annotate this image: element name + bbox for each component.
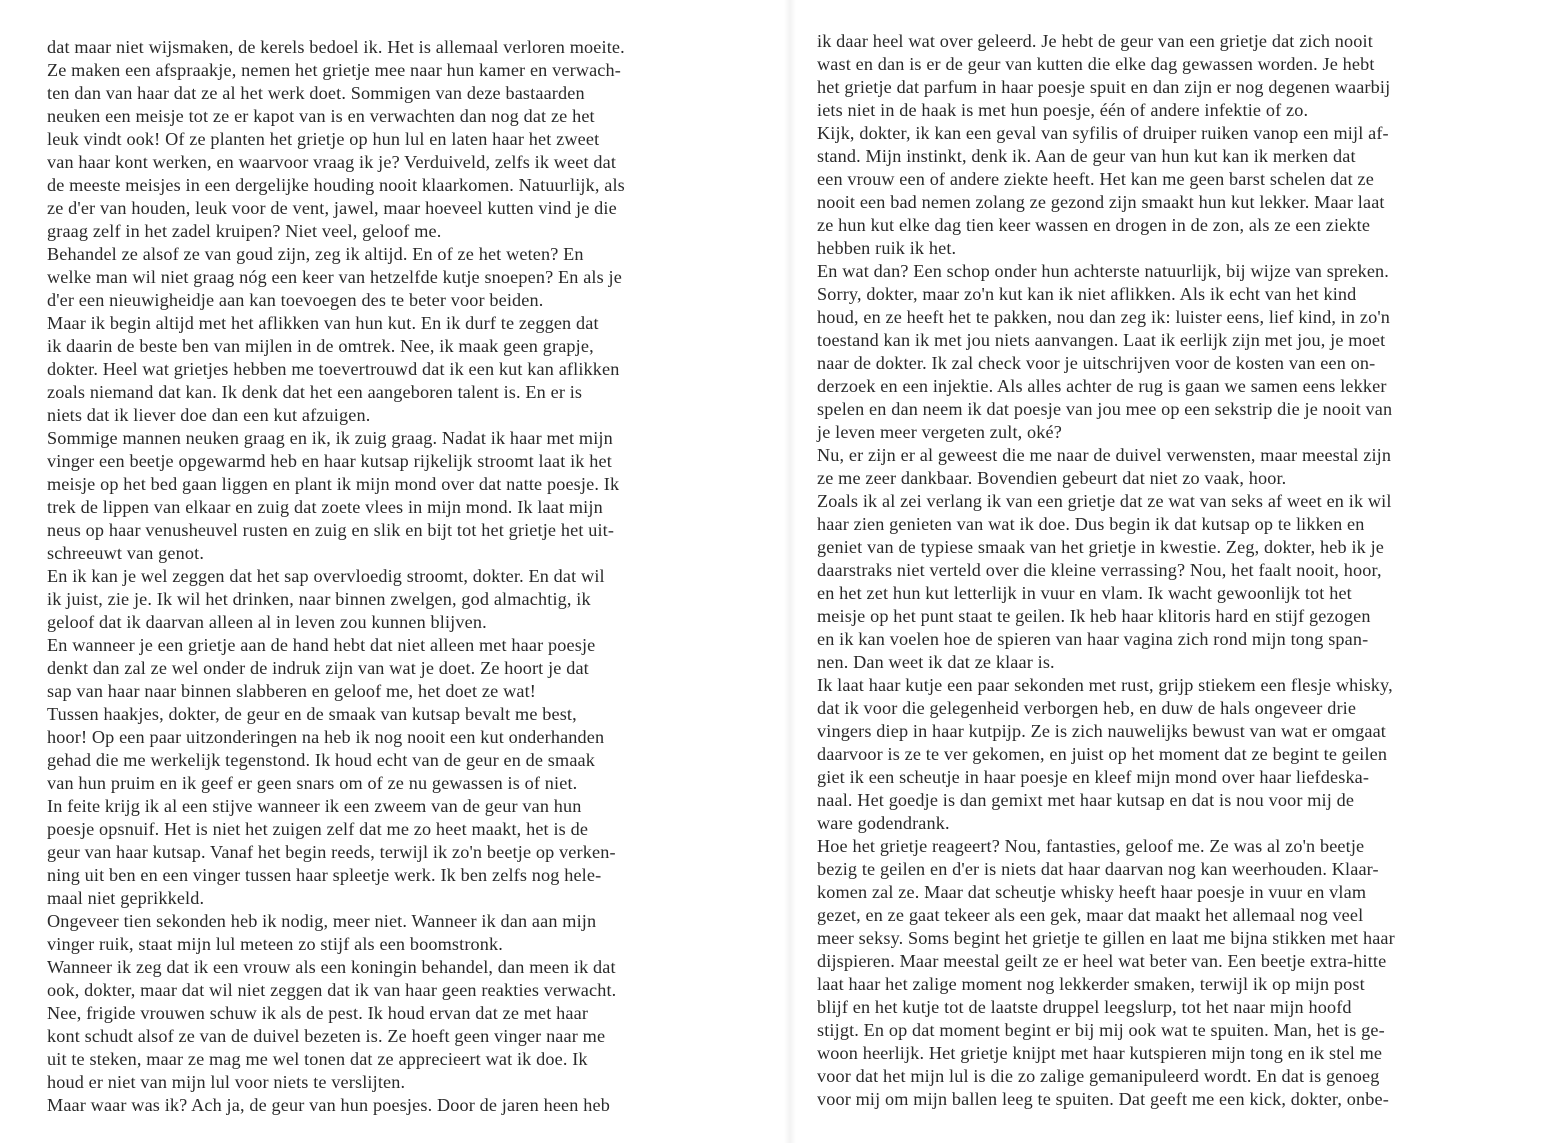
text-line: En ik kan je wel zeggen dat het sap overvloedig stroomt, dokter. En dat wil xyxy=(47,566,605,586)
text-line: daarstraks niet verteld over die kleine verrassing? Nou, het faalt nooit, hoor, xyxy=(817,560,1382,580)
text-line: dokter. Heel wat grietjes hebben me toevertrouwd dat ik een kut kan aflikken xyxy=(47,359,620,379)
text-line: uit te steken, maar ze mag me wel tonen dat ze apprecieert wat ik doe. Ik xyxy=(47,1049,588,1069)
text-line: meisje op het punt staat te geilen. Ik heb haar klitoris hard en stijf gezogen xyxy=(817,606,1371,626)
text-line: naal. Het goedje is dan gemixt met haar kutsap en dat is nou voor mij de xyxy=(817,790,1355,810)
text-line: bezig te geilen en d'er is niets dat haar daarvan nog kan weerhouden. Klaar- xyxy=(817,859,1379,879)
text-line: trek de lippen van elkaar en zuig dat zoete vlees in mijn mond. Ik laat mijn xyxy=(47,497,603,517)
text-line: hebben ruik ik het. xyxy=(817,238,957,258)
text-line: van haar kont werken, en waarvoor vraag ik je? Verduiveld, zelfs ik weet dat xyxy=(47,152,617,172)
text-line: houd er niet van mijn lul voor niets te verslijten. xyxy=(47,1072,406,1092)
text-line: stijgt. En op dat moment begint er bij mij ook wat te spuiten. Man, het is ge- xyxy=(817,1020,1385,1040)
text-line: stand. Mijn instinkt, denk ik. Aan de geur van hun kut kan ik merken dat xyxy=(817,146,1356,166)
text-line: naar de dokter. Ik zal check voor je uitschrijven voor de kosten van een on- xyxy=(817,353,1376,373)
text-line: wast en dan is er de geur van kutten die elke dag gewassen worden. Je hebt xyxy=(817,54,1375,74)
text-line: Ze maken een afspraakje, nemen het grietje mee naar hun kamer en verwach- xyxy=(47,60,621,80)
text-line: Wanneer ik zeg dat ik een vrouw als een koningin behandel, dan meen ik dat xyxy=(47,957,616,977)
text-line: Sorry, dokter, maar zo'n kut kan ik niet aflikken. Als ik echt van het kind xyxy=(817,284,1357,304)
text-line: Tussen haakjes, dokter, de geur en de smaak van kutsap bevalt me best, xyxy=(47,704,577,724)
text-line: ze me zeer dankbaar. Bovendien gebeurt dat niet zo vaak, hoor. xyxy=(817,468,1287,488)
text-line: dijspieren. Maar meestal geilt ze er heel wat beter van. Een beetje extra-hitte xyxy=(817,951,1387,971)
text-line: Hoe het grietje reageert? Nou, fantasties, geloof me. Ze was al zo'n beetje xyxy=(817,836,1365,856)
text-line: de meeste meisjes in een dergelijke houding nooit klaarkomen. Natuurlijk, als xyxy=(47,175,625,195)
text-line: dat maar niet wijsmaken, de kerels bedoel ik. Het is allemaal verloren moeite. xyxy=(47,37,625,57)
text-line: Maar waar was ik? Ach ja, de geur van hun poesjes. Door de jaren heen heb xyxy=(47,1095,610,1115)
text-line: maal niet geprikkeld. xyxy=(47,888,205,908)
text-line: ware godendrank. xyxy=(817,813,950,833)
text-line: neuken een meisje tot ze er kapot van is en verwachten dan nog dat ze het xyxy=(47,106,595,126)
text-line: toestand kan ik met jou niets aanvangen. Laat ik eerlijk zijn met jou, je moet xyxy=(817,330,1386,350)
text-line: geniet van de typiese smaak van het grietje in kwestie. Zeg, dokter, heb ik je xyxy=(817,537,1385,557)
text-line: houd, en ze heeft het te pakken, nou dan zeg ik: luister eens, lief kind, in zo'n xyxy=(817,307,1390,327)
text-line: een vrouw een of andere ziekte heeft. Het kan me geen barst schelen dat ze xyxy=(817,169,1374,189)
text-line: Behandel ze alsof ze van goud zijn, zeg ik altijd. En of ze het weten? En xyxy=(47,244,584,264)
text-line: En wanneer je een grietje aan de hand hebt dat niet alleen met haar poesje xyxy=(47,635,596,655)
text-line: en ik kan voelen hoe de spieren van haar vagina zich rond mijn tong span- xyxy=(817,629,1369,649)
text-line: ze hun kut elke dag tien keer wassen en drogen in de zon, als ze een ziekte xyxy=(817,215,1371,235)
text-line: Nu, er zijn er al geweest die me naar de duivel verwensten, maar meestal zijn xyxy=(817,445,1392,465)
text-line: gezet, en ze gaat tekeer als een gek, maar dat maakt het allemaal nog veel xyxy=(817,905,1364,925)
text-line: sap van haar naar binnen slabberen en geloof me, het doet ze wat! xyxy=(47,681,536,701)
text-line: Nee, frigide vrouwen schuw ik als de pest. Ik houd ervan dat ze met haar xyxy=(47,1003,589,1023)
text-line: welke man wil niet graag nóg een keer van hetzelfde kutje snoepen? En als je xyxy=(47,267,622,287)
text-line: denkt dan zal ze wel onder de indruk zijn van wat je doet. Ze hoort je dat xyxy=(47,658,589,678)
text-line: poesje opsnuif. Het is niet het zuigen zelf dat me zo heet maakt, het is de xyxy=(47,819,589,839)
text-line: Ongeveer tien sekonden heb ik nodig, meer niet. Wanneer ik dan aan mijn xyxy=(47,911,597,931)
text-line: giet ik een scheutje in haar poesje en kleef mijn mond over haar liefdeska- xyxy=(817,767,1370,787)
text-line: het grietje dat parfum in haar poesje spuit en dan zijn er nog degenen waarbij xyxy=(817,77,1391,97)
text-line: dat ik voor die gelegenheid verborgen heb, en duw de hals ongeveer drie xyxy=(817,698,1357,718)
text-line: haar zien genieten van wat ik doe. Dus begin ik dat kutsap op te likken en xyxy=(817,514,1365,534)
text-line: meer seksy. Soms begint het grietje te gillen en laat me bijna stikken met haar xyxy=(817,928,1395,948)
text-line: geur van haar kutsap. Vanaf het begin reeds, terwijl ik zo'n beetje op verken- xyxy=(47,842,616,862)
text-line: graag zelf in het zadel kruipen? Niet veel, geloof me. xyxy=(47,221,442,241)
text-line: nen. Dan weet ik dat ze klaar is. xyxy=(817,652,1055,672)
text-line: voor dat het mijn lul is die zo zalige gemanipuleerd wordt. En dat is genoeg xyxy=(817,1066,1380,1086)
text-line: schreeuwt van genot. xyxy=(47,543,205,563)
text-line: vingers diep in haar kutpijp. Ze is zich nauwelijks bewust van wat er omgaat xyxy=(817,721,1386,741)
text-line: derzoek en een injektie. Als alles achter de rug is gaan we samen eens lekker xyxy=(817,376,1387,396)
text-line: iets niet in de haak is met hun poesje, één of andere infektie of zo. xyxy=(817,100,1309,120)
text-line: Maar ik begin altijd met het aflikken van hun kut. En ik durf te zeggen dat xyxy=(47,313,599,333)
text-line: komen zal ze. Maar dat scheutje whisky heeft haar poesje in vuur en vlam xyxy=(817,882,1367,902)
text-line: meisje op het bed gaan liggen en plant ik mijn mond over dat natte poesje. Ik xyxy=(47,474,620,494)
text-line: In feite krijg ik al een stijve wanneer ik een zweem van de geur van hun xyxy=(47,796,582,816)
text-line: ze d'er van houden, leuk voor de vent, jawel, maar hoeveel kutten vind je die xyxy=(47,198,617,218)
text-line: ik juist, zie je. Ik wil het drinken, naar binnen zwelgen, god almachtig, ik xyxy=(47,589,591,609)
text-line: je leven meer vergeten zult, oké? xyxy=(817,422,1062,442)
text-line: ning uit ben en een vinger tussen haar spleetje werk. Ik ben zelfs nog hele- xyxy=(47,865,602,885)
right-page xyxy=(790,0,1547,1143)
text-line: voor mij om mijn ballen leeg te spuiten. Dat geeft me een kick, dokter, onbe- xyxy=(817,1089,1389,1109)
text-line: laat haar het zalige moment nog lekkerder smaken, terwijl ik op mijn post xyxy=(817,974,1365,994)
text-line: blijf en het kutje tot de laatste druppel leegslurp, tot het naar mijn hoofd xyxy=(817,997,1352,1017)
text-line: woon heerlijk. Het grietje knijpt met haar kutspieren mijn tong en ik stel me xyxy=(817,1043,1383,1063)
text-line: ten dan van haar dat ze al het werk doet. Sommigen van deze bastaarden xyxy=(47,83,585,103)
text-line: vinger een beetje opgewarmd heb en haar kutsap rijkelijk stroomt laat ik het xyxy=(47,451,612,471)
text-line: spelen en dan neem ik dat poesje van jou mee op een sekstrip die je nooit van xyxy=(817,399,1393,419)
text-line: en het zet hun kut letterlijk in vuur en vlam. Ik wacht gewoonlijk tot het xyxy=(817,583,1352,603)
text-line: vinger ruik, staat mijn lul meteen zo stijf als een boomstronk. xyxy=(47,934,503,954)
text-line: ik daar heel wat over geleerd. Je hebt de geur van een grietje dat zich nooit xyxy=(817,31,1373,51)
text-line: Zoals ik al zei verlang ik van een grietje dat ze wat van seks af weet en ik wil xyxy=(817,491,1392,511)
text-line: d'er een nieuwigheidje aan kan toevoegen des te beter voor beiden. xyxy=(47,290,544,310)
text-line: Ik laat haar kutje een paar sekonden met rust, grijp stiekem een flesje whisky, xyxy=(817,675,1393,695)
text-line: niets dat ik liever doe dan een kut afzuigen. xyxy=(47,405,371,425)
text-line: geloof dat ik daarvan alleen al in leven zou kunnen blijven. xyxy=(47,612,487,632)
text-line: zoals niemand dat kan. Ik denk dat het een aangeboren talent is. En er is xyxy=(47,382,583,402)
text-line: Kijk, dokter, ik kan een geval van syfilis of druiper ruiken vanop een mijl af- xyxy=(817,123,1389,143)
text-line: daarvoor is ze te ver gekomen, en juist op het moment dat ze begint te geilen xyxy=(817,744,1388,764)
text-line: nooit een bad nemen zolang ze gezond zijn smaakt hun kut lekker. Maar laat xyxy=(817,192,1385,212)
text-line: gehad die me werkelijk tegenstond. Ik houd echt van de geur en de smaak xyxy=(47,750,596,770)
text-line: hoor! Op een paar uitzonderingen na heb ik nog nooit een kut onderhanden xyxy=(47,727,605,747)
text-line: Sommige mannen neuken graag en ik, ik zuig graag. Nadat ik haar met mijn xyxy=(47,428,613,448)
text-line: van hun pruim en ik geef er geen snars om of ze nu gewassen is of niet. xyxy=(47,773,578,793)
text-line: En wat dan? Een schop onder hun achterste natuurlijk, bij wijze van spreken. xyxy=(817,261,1389,281)
text-line: ik daarin de beste ben van mijlen in de omtrek. Nee, ik maak geen grapje, xyxy=(47,336,594,356)
text-line: neus op haar venusheuvel rusten en zuig en slik en bijt tot het grietje het uit- xyxy=(47,520,615,540)
text-line: ook, dokter, maar dat wil niet zeggen dat ik van haar geen reakties verwacht. xyxy=(47,980,617,1000)
text-line: kont schudt alsof ze van de duivel bezeten is. Ze hoeft geen vinger naar me xyxy=(47,1026,606,1046)
text-line: leuk vindt ook! Of ze planten het grietje op hun lul en laten haar het zweet xyxy=(47,129,600,149)
